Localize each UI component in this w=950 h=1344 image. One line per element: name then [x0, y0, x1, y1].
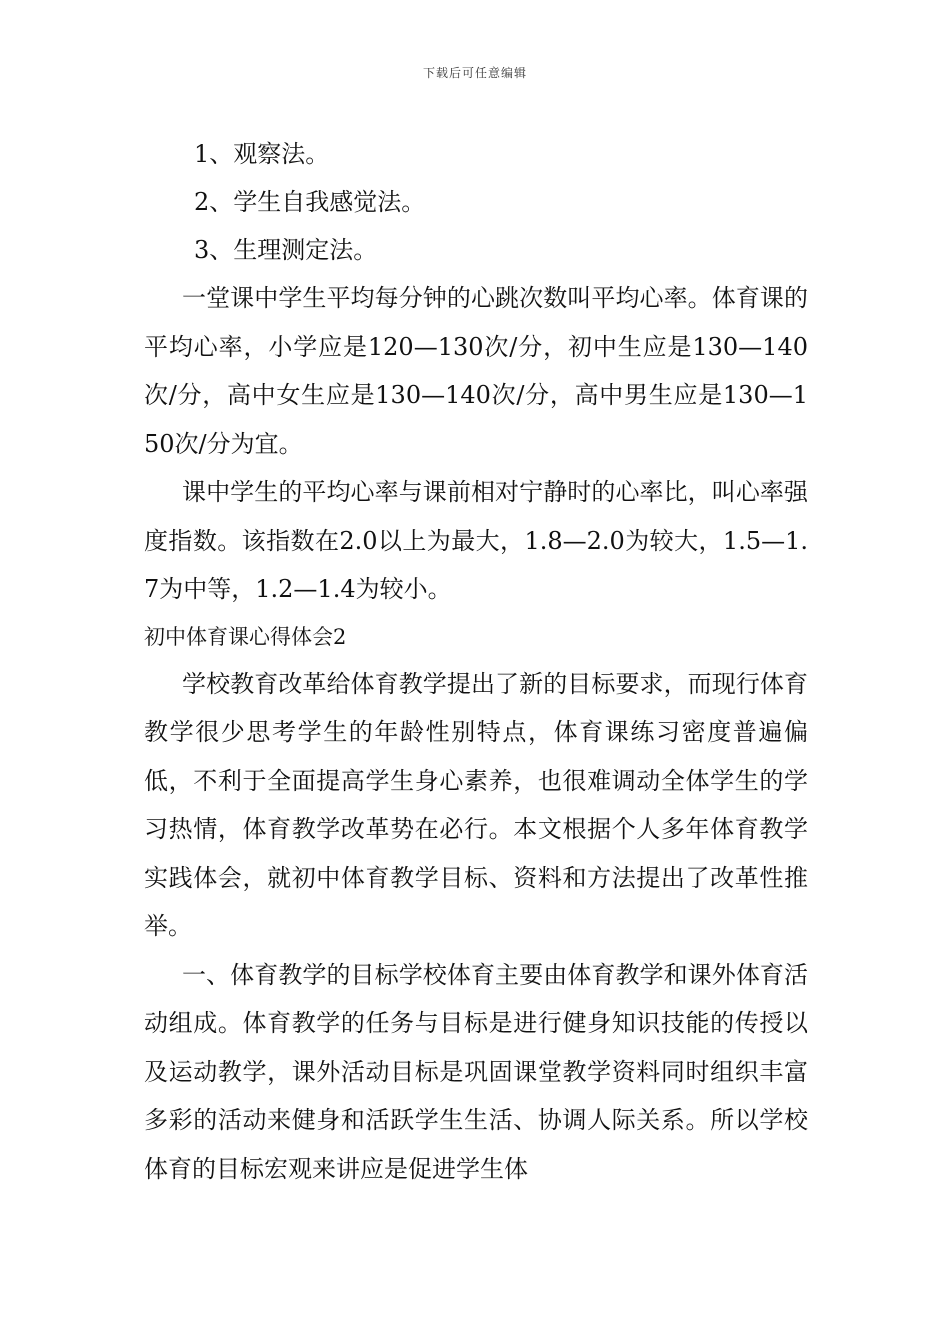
list-item-self-perception: 2、学生自我感觉法。	[194, 188, 426, 216]
document-body	[144, 130, 808, 1193]
list-item-physiological-test: 3、生理测定法。	[194, 236, 378, 264]
paragraph-heart-rate-index: 课中学生的平均心率与课前相对宁静时的心率比，叫心率强度指数。该指数在2.0以上为最大，1.8—2.0为较大，1.5—1.7为中等，1.2—1.4为较小。	[144, 478, 808, 603]
paragraph-teaching-goals: 一、体育教学的目标学校体育主要由体育教学和课外体育活动组成。体育教学的任务与目标是进行健身知识技能的传授以及运动教学，课外活动目标是巩固课堂教学资料同时组织丰富多彩的活动来健身和活跃学生生活、协调人际关系。所以学校体育的目标宏观来讲应是促进学生体	[144, 960, 808, 1183]
page-header: 下载后可任意编辑	[422, 66, 527, 80]
paragraph-average-heart-rate: 一堂课中学生平均每分钟的心跳次数叫平均心率。体育课的平均心率，小学应是120—130次/分，初中生应是130—140次/分，高中女生应是130—140次/分，高中男生应是130—150次/分为宜。	[144, 284, 808, 458]
section-title: 初中体育课心得体会2	[144, 624, 347, 649]
list-item-observation: 1、观察法。	[194, 140, 330, 168]
paragraph-reform-intro: 学校教育改革给体育教学提出了新的目标要求，而现行体育教学很少思考学生的年龄性别特点，体育课练习密度普遍偏低，不利于全面提高学生身心素养，也很难调动全体学生的学习热情，体育教学改革势在必行。本文根据个人多年体育教学实践体会，就初中体育教学目标、资料和方法提出了改革性推举。	[144, 669, 808, 940]
